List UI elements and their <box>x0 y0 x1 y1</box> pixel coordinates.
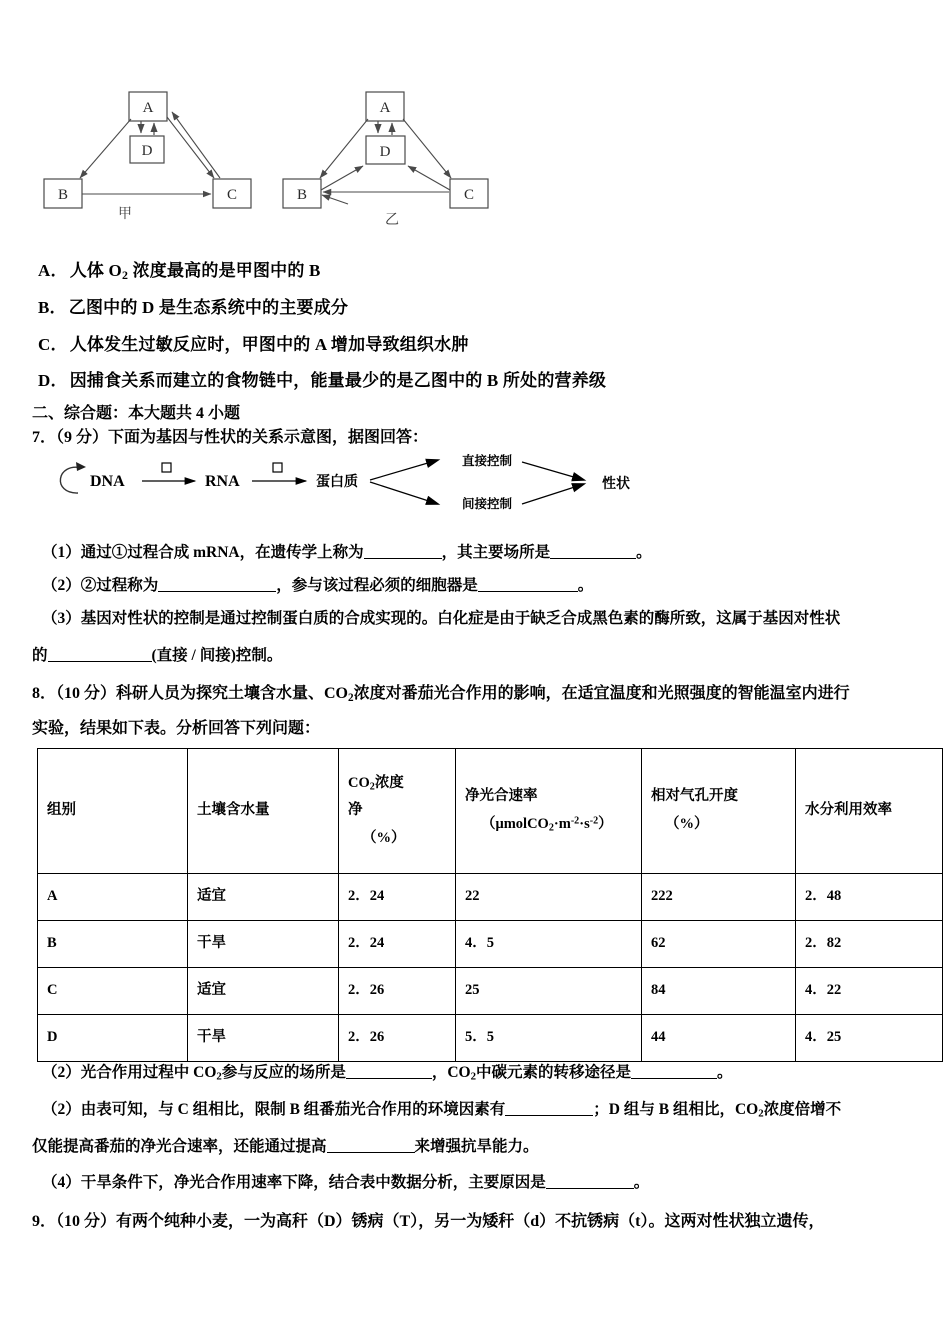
table-row <box>38 1015 943 1062</box>
table-row <box>38 968 943 1015</box>
section-heading: 二、综合题：本大题共 4 小题 <box>32 405 241 422</box>
svg-text:B: B <box>57 187 69 203</box>
cell-net-photo: 4．5 <box>456 921 642 968</box>
question-7-sub-3-line-2 <box>32 643 282 665</box>
question-8-sub-2a: （2）光合作用过程中 $CO_2$参与反应的场所是 ，$CO_2$中碳元素的转移途径是 。 <box>42 1064 733 1083</box>
q8-sub2b-blank-1[interactable] <box>505 1100 593 1116</box>
header-co2-line3: （%） <box>362 829 406 846</box>
question-8-stem-line-1: 8．（10 分）科研人员为探究土壤含水量、$CO_2$浓度对番茄光合作用的影响，在适宜温度和光照强度的智能温室内进行 <box>32 685 850 704</box>
cell-net-photo: 25 <box>456 968 642 1015</box>
cell-wue: 2．48 <box>796 874 943 921</box>
cell-soil-water: 适宜 <box>188 968 339 1015</box>
table-header-row <box>38 749 943 874</box>
q8-sub2b-l2-pre: 仅能提高番茄的净光合速率，还能通过提高 <box>32 1138 327 1155</box>
question-8-sub-2b-line-1: （2）由表可知，与 C 组相比，限制 B 组番茄光合作用的环境因素有 ；D 组与 B 组相比，$CO_2$浓度倍增不 <box>42 1101 842 1120</box>
cell-net-photo: 5．5 <box>456 1015 642 1062</box>
question-9-stem: 9．（10 分）有两个纯种小麦，一为高秆（D）锈病（T），另一为矮秆（d）不抗锈病（t）。这两对性状独立遗传， <box>32 1213 825 1230</box>
question-8-sub-2b-line-2 <box>32 1134 539 1156</box>
header-net-photosynthesis <box>456 749 642 874</box>
option-b-label: B． <box>38 298 67 317</box>
question-8-sub-4 <box>42 1170 649 1192</box>
gene-label-rna: RNA <box>205 473 240 490</box>
option-b <box>38 293 348 318</box>
q7-sub1-blank-1[interactable] <box>364 543 442 559</box>
cell-stomata: 222 <box>642 874 796 921</box>
q7-sub2-pre: （2）②过程称为 <box>42 577 159 594</box>
q7-sub3-blank[interactable] <box>48 646 152 662</box>
header-netphoto-line1: 净光合速率 <box>465 788 538 805</box>
question-7-sub-1 <box>42 540 652 562</box>
cell-stomata: 62 <box>642 921 796 968</box>
header-group: 组别 <box>38 749 188 874</box>
header-netphoto-unit: $(\mu molCO_2\cdot m^{-2}\cdot s^{-2})$ <box>481 815 613 834</box>
option-c-text: 人体发生过敏反应时，甲图中的 A 增加导致组织水肿 <box>69 335 469 354</box>
gene-label-direct-control: 直接控制 <box>462 453 513 468</box>
svg-text:C: C <box>463 187 475 203</box>
question-7-stem: 7．（9 分）下面为基因与性状的关系示意图，据图回答： <box>32 429 429 446</box>
gene-label-dna: DNA <box>90 473 125 490</box>
option-d-label: D． <box>38 371 68 390</box>
cell-group: A <box>38 874 188 921</box>
q7-sub1-mid: ，其主要场所是 <box>441 544 551 561</box>
option-d-text: 因捕食关系而建立的食物链中，能量最少的是乙图中的 B 所处的营养级 <box>69 371 607 390</box>
svg-text:B: B <box>296 187 308 203</box>
svg-text:C: C <box>226 187 238 203</box>
cell-stomata: 44 <box>642 1015 796 1062</box>
q7-sub3-pre: 的 <box>32 647 48 664</box>
diagram-yi <box>283 92 488 208</box>
question-7-sub-3-line-1: （3）基因对性状的控制是通过控制蛋白质的合成实现的。白化症是由于缺乏合成黑色素的酶所致，这属于基因对性状 <box>42 610 841 627</box>
q8-sub2b-l2-post: 来增强抗旱能力。 <box>414 1138 539 1155</box>
q7-sub3-post: (直接 / 间接)控制。 <box>151 647 283 664</box>
cell-wue: 4．25 <box>796 1015 943 1062</box>
q7-sub2-mid: ，参与该过程必须的细胞器是 <box>276 577 478 594</box>
option-a-label: A． <box>38 261 68 280</box>
header-soil-water: 土壤含水量 <box>188 749 339 874</box>
header-relative-stomatal-opening <box>642 749 796 874</box>
q7-sub1-pre: （1）通过①过程合成 mRNA，在遗传学上称为 <box>42 544 364 561</box>
cell-soil-water: 适宜 <box>188 874 339 921</box>
q8-sub4-blank[interactable] <box>546 1173 634 1189</box>
option-d <box>38 366 606 391</box>
cell-co2: 2．24 <box>339 874 456 921</box>
option-b-text: 乙图中的 D 是生态系统中的主要成分 <box>68 298 349 317</box>
q7-sub1-post: 。 <box>636 544 652 561</box>
option-a-text: 人体 $O_2$ 浓度最高的是甲图中的 B <box>69 261 321 282</box>
gene-label-protein: 蛋白质 <box>316 474 358 490</box>
cell-net-photo: 22 <box>456 874 642 921</box>
q8-sub2b-blank-2[interactable] <box>327 1137 415 1153</box>
q8-sub4-post: 。 <box>633 1174 650 1191</box>
cell-soil-water: 干旱 <box>188 1015 339 1062</box>
cell-group: D <box>38 1015 188 1062</box>
q7-sub2-post: 。 <box>577 577 594 594</box>
option-a <box>38 256 321 283</box>
cell-co2: 2．24 <box>339 921 456 968</box>
caption-jia: 甲 <box>118 206 132 222</box>
q8-sub2a-blank-2[interactable] <box>631 1063 717 1079</box>
cell-soil-water: 干旱 <box>188 921 339 968</box>
diagram-jia <box>44 92 251 208</box>
q8-sub2a-blank-1[interactable] <box>346 1063 432 1079</box>
q7-sub2-blank-2[interactable] <box>478 576 578 592</box>
gene-label-trait: 性状 <box>602 476 630 492</box>
cell-wue: 2．82 <box>796 921 943 968</box>
question-8-stem-line-2: 实验，结果如下表。分析回答下列问题： <box>32 720 321 737</box>
q8-sub2b-pre: （2）由表可知，与 C 组相比，限制 B 组番茄光合作用的环境因素有 <box>42 1101 506 1118</box>
cell-group: B <box>38 921 188 968</box>
q7-sub1-blank-2[interactable] <box>550 543 636 559</box>
option-c-label: C． <box>38 335 68 354</box>
header-stomata-line2: （%） <box>665 816 709 832</box>
header-co2-concentration <box>339 749 456 874</box>
svg-text:D: D <box>141 143 153 159</box>
svg-text:A: A <box>379 100 391 116</box>
question-7-sub-2 <box>42 573 593 595</box>
header-water-use-efficiency: 水分利用效率 <box>796 749 943 874</box>
caption-yi: 乙 <box>385 212 399 228</box>
network-figure-captions <box>30 203 530 233</box>
table-row <box>38 921 943 968</box>
q7-sub2-blank-1[interactable] <box>158 576 276 592</box>
gene-expression-figure <box>50 446 670 514</box>
table-row <box>38 874 943 921</box>
header-co2-line2: 净 <box>348 802 363 819</box>
svg-text:A: A <box>142 100 154 116</box>
q8-sub4-pre: （4）干旱条件下，净光合作用速率下降，结合表中数据分析，主要原因是 <box>42 1174 546 1191</box>
cell-stomata: 84 <box>642 968 796 1015</box>
svg-text:D: D <box>379 144 391 160</box>
cell-co2: 2．26 <box>339 1015 456 1062</box>
header-co2-line1: $CO_2$浓度 <box>348 774 404 793</box>
gene-label-indirect-control: 间接控制 <box>462 496 513 511</box>
photosynthesis-data-table <box>37 748 892 1062</box>
header-stomata-line1: 相对气孔开度 <box>651 788 738 805</box>
option-c <box>38 330 469 355</box>
cell-wue: 4．22 <box>796 968 943 1015</box>
cell-co2: 2．26 <box>339 968 456 1015</box>
cell-group: C <box>38 968 188 1015</box>
